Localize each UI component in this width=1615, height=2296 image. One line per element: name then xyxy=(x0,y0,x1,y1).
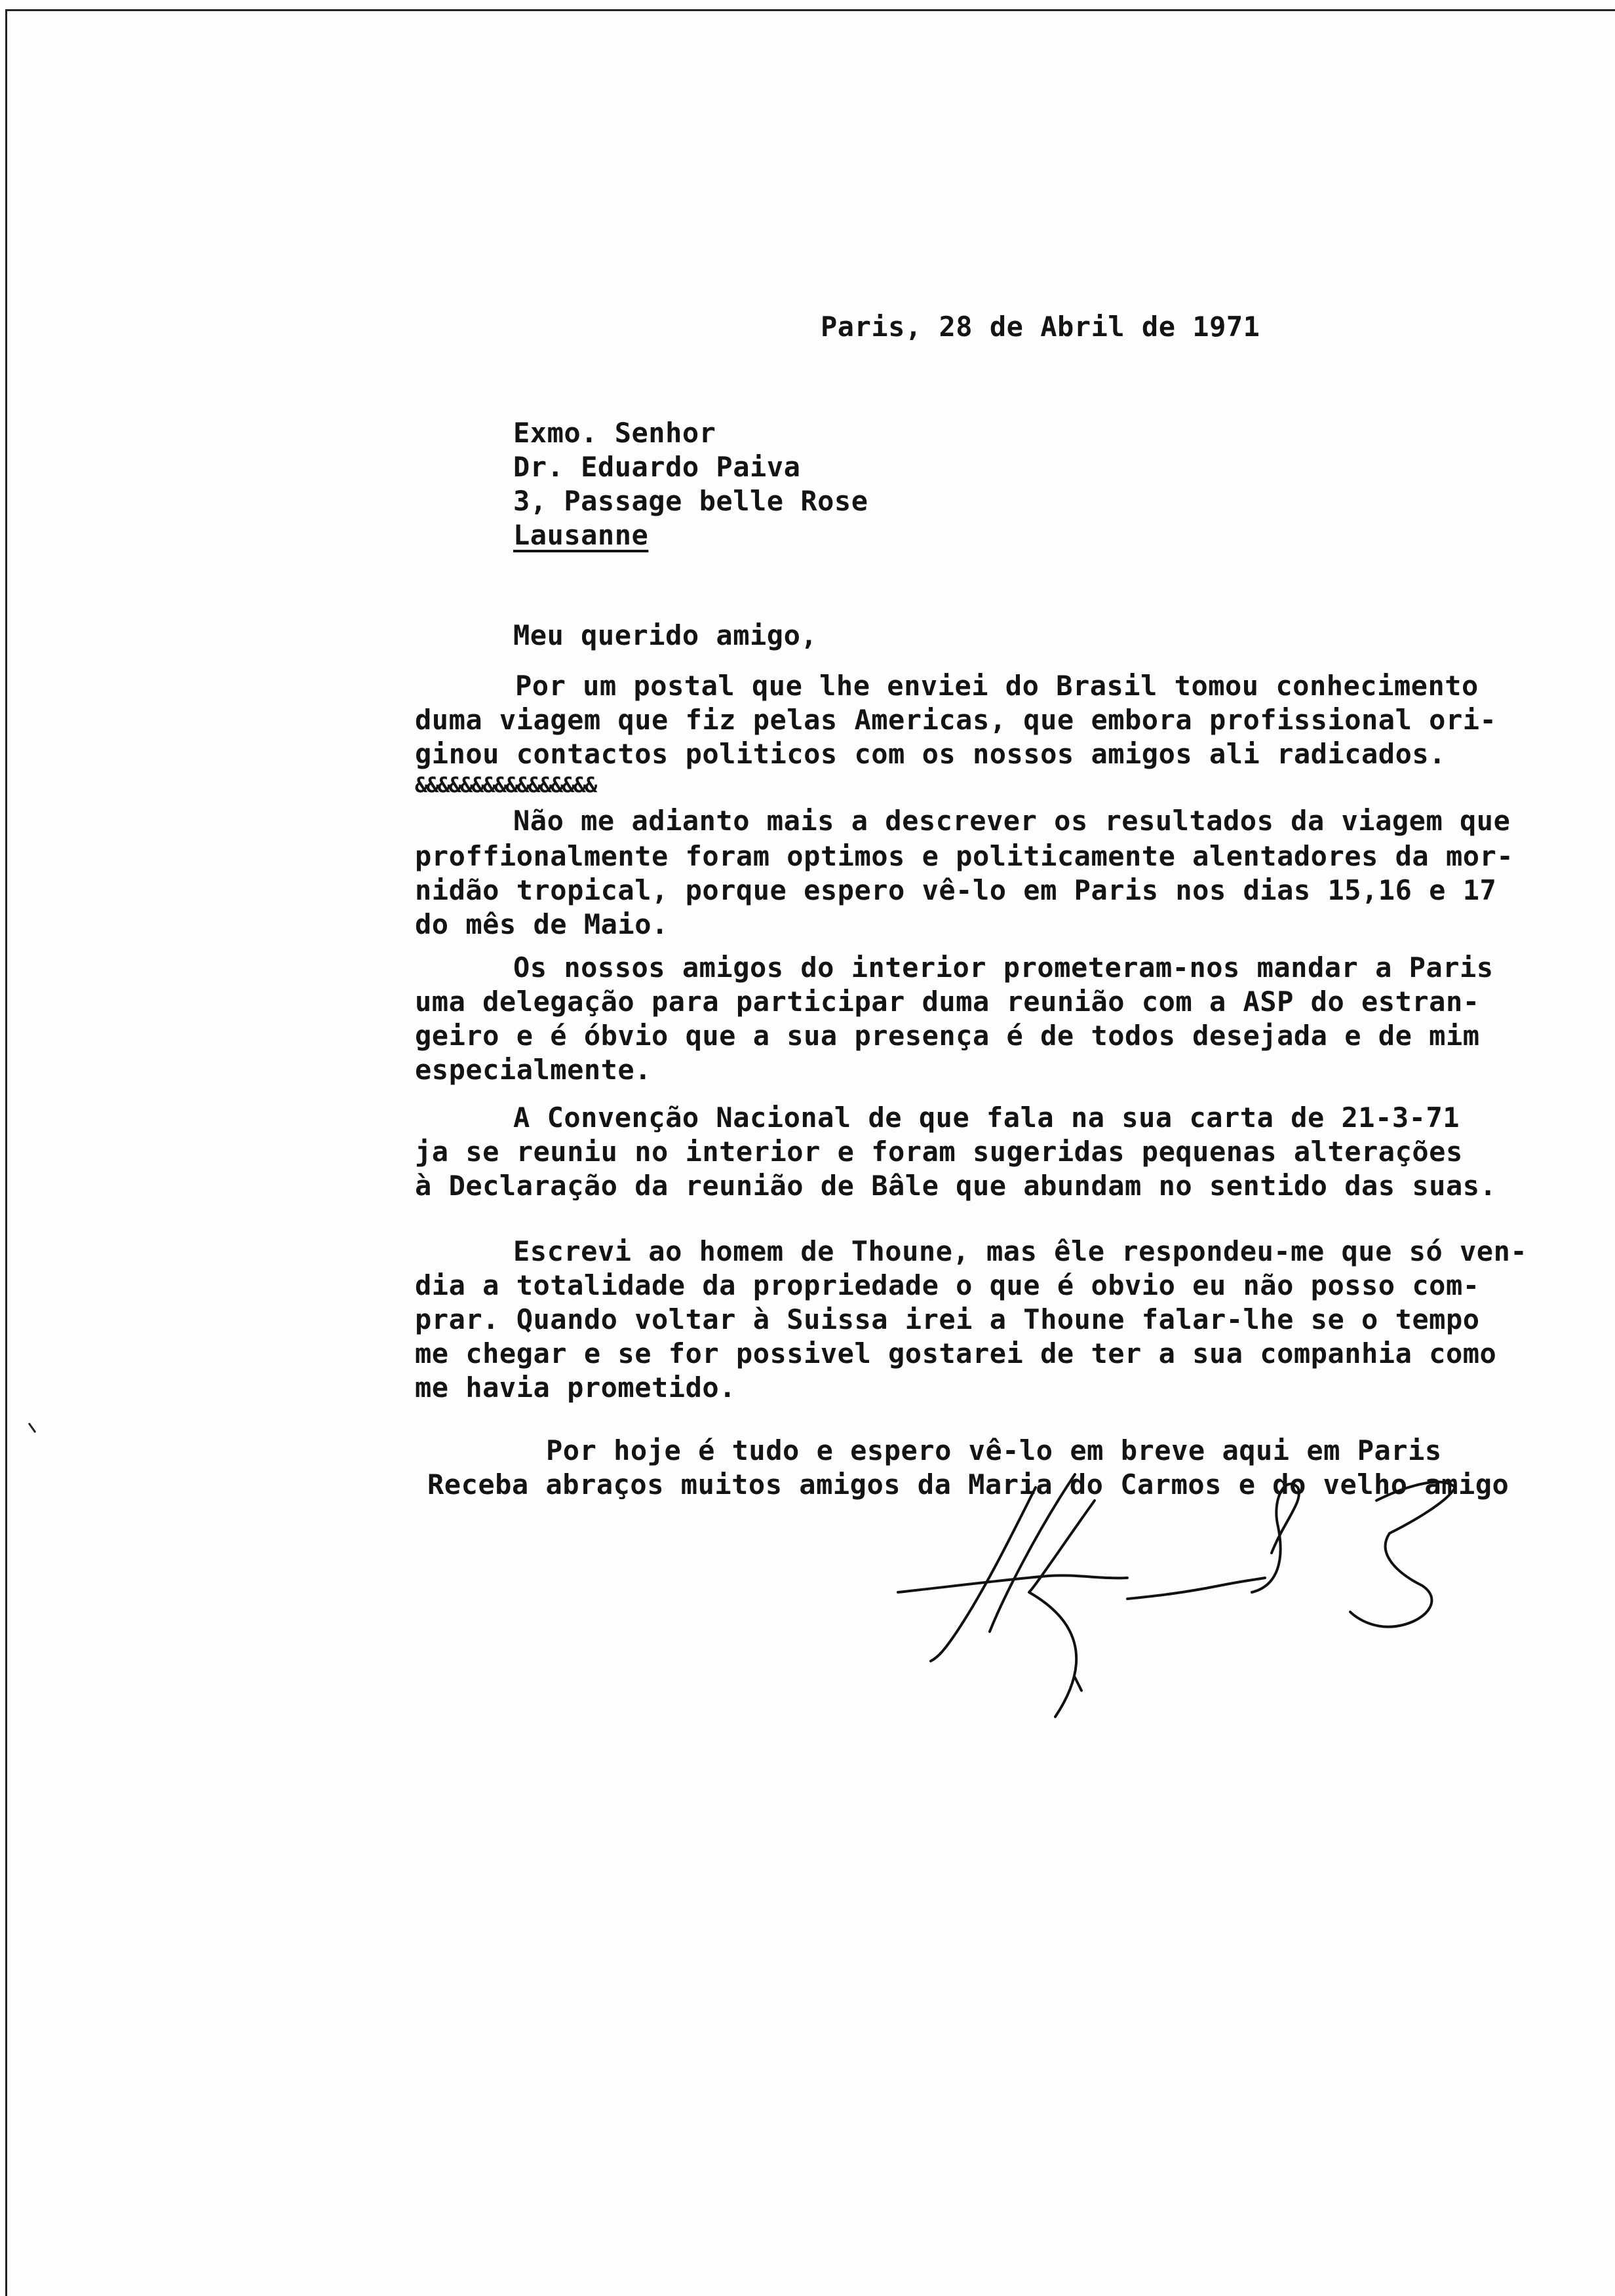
margin-mark xyxy=(26,1421,39,1436)
signature-stroke xyxy=(1075,1677,1081,1691)
paragraph-4-line: ja se reuniu no interior e foram sugeridas pequenas alterações xyxy=(415,1136,1463,1168)
recipient-line-name: Dr. Eduardo Paiva xyxy=(513,451,801,483)
paragraph-2-line: proffionalmente foram optimos e politicamente alentadores da mor- xyxy=(415,840,1514,872)
paragraph-3-line: especialmente. xyxy=(415,1054,652,1086)
paragraph-2-line: nidão tropical, porque espero vê-lo em Paris nos dias 15,16 e 17 xyxy=(415,874,1497,906)
paragraph-2-line: Não me adianto mais a descrever os resultados da viagem que xyxy=(513,805,1511,837)
paragraph-5-line: me havia prometido. xyxy=(415,1371,736,1404)
letter-date: Paris, 28 de Abril de 1971 xyxy=(821,311,1260,343)
paragraph-3-line: geiro e é óbvio que a sua presença é de todos desejada e de mim xyxy=(415,1020,1480,1052)
paragraph-2-line: do mês de Maio. xyxy=(415,908,669,940)
struck-out-text: &&&&&&&&&&&&&&&& xyxy=(415,773,596,797)
paragraph-4-line: A Convenção Nacional de que fala na sua carta de 21-3-71 xyxy=(513,1101,1460,1134)
signature-stroke xyxy=(1127,1578,1265,1599)
recipient-line-street: 3, Passage belle Rose xyxy=(513,485,868,517)
signature-stroke xyxy=(1252,1484,1299,1592)
recipient-line-city: Lausanne xyxy=(513,519,649,551)
paragraph-5-line: dia a totalidade da propriedade o que é obvio eu não posso com- xyxy=(415,1269,1480,1301)
paragraph-1-line: duma viagem que fiz pelas Americas, que embora profissional ori- xyxy=(415,704,1497,736)
signature-stroke xyxy=(1350,1482,1455,1627)
paragraph-5-line: me chegar e se for possivel gostarei de ter a sua companhia como xyxy=(415,1337,1497,1369)
salutation: Meu querido amigo, xyxy=(513,619,818,651)
page-edge-left xyxy=(5,10,7,2296)
page-edge-top xyxy=(5,9,1615,11)
paragraph-1-line: Por um postal que lhe enviei do Brasil tomou conhecimento xyxy=(515,670,1479,702)
recipient-line-title: Exmo. Senhor xyxy=(513,417,716,449)
signature-stroke xyxy=(931,1487,1036,1661)
closing-line: Por hoje é tudo e espero vê-lo em breve aqui em Paris xyxy=(546,1434,1442,1466)
paragraph-5-line: prar. Quando voltar à Suissa irei a Thoune falar-lhe se o tempo xyxy=(415,1303,1480,1335)
paragraph-5-line: Escrevi ao homem de Thoune, mas êle respondeu-me que só ven- xyxy=(513,1235,1528,1267)
paragraph-1-line: ginou contactos politicos com os nossos amigos ali radicados. xyxy=(415,738,1446,770)
paragraph-4-line: à Declaração da reunião de Bâle que abundam no sentido das suas. xyxy=(415,1170,1497,1202)
paragraph-3-line: Os nossos amigos do interior prometeram-nos mandar a Paris xyxy=(513,951,1494,984)
closing-line: Receba abraços muitos amigos da Maria do Carmos e do velho amigo xyxy=(427,1468,1509,1501)
paragraph-3-line: uma delegação para participar duma reunião com a ASP do estran- xyxy=(415,985,1480,1018)
handwritten-signature xyxy=(878,1461,1508,1736)
